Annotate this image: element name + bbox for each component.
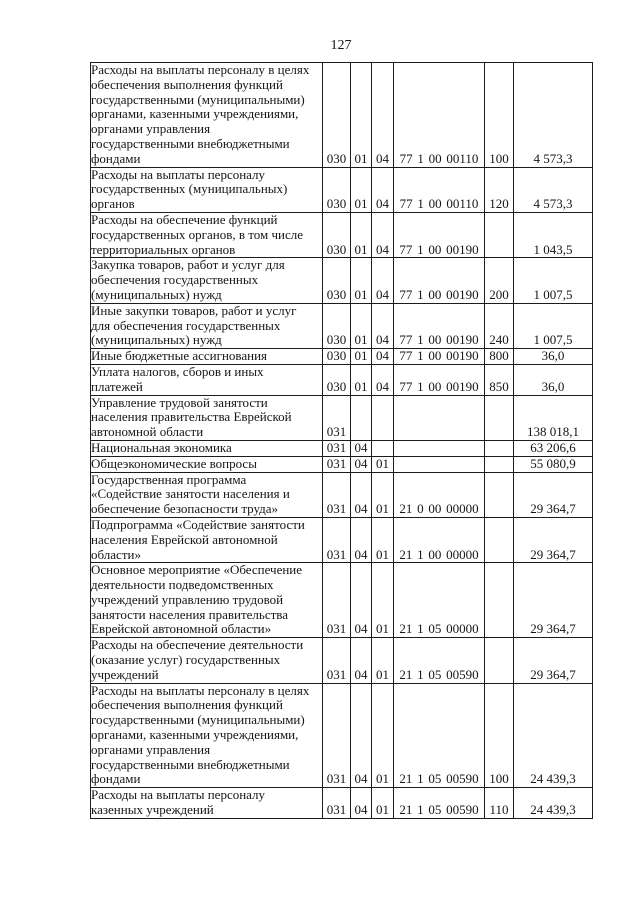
subsection-code: 01 (372, 638, 394, 683)
subsection-code: 04 (372, 167, 394, 212)
amount: 29 364,7 (514, 517, 593, 562)
section-code: 04 (351, 683, 372, 788)
target-article-code: 21 1 05 00000 (394, 563, 485, 638)
row-name: Иные закупки товаров, работ и услуг для обеспечения государственных (муниципальных) нужд (91, 303, 323, 348)
section-code: 01 (351, 303, 372, 348)
row-name: Общеэкономические вопросы (91, 456, 323, 472)
expense-type-code: 110 (485, 788, 514, 819)
section-code (351, 395, 372, 440)
row-name: Расходы на выплаты персоналу в целях обеспечения выполнения функций государственными (муниципальными) органами, казенными учреждениями, органами управления государственными внебюджетными фондами (91, 63, 323, 168)
table-row (91, 258, 593, 303)
ministry-code: 030 (323, 63, 351, 168)
target-article-code: 77 1 00 00190 (394, 258, 485, 303)
row-name: Подпрограмма «Содействие занятости населения Еврейской автономной области» (91, 517, 323, 562)
target-article-code: 21 0 00 00000 (394, 472, 485, 517)
table-row (91, 212, 593, 257)
ministry-code: 030 (323, 167, 351, 212)
expense-type-code (485, 456, 514, 472)
table-row (91, 563, 593, 638)
ministry-code: 030 (323, 364, 351, 395)
ministry-code: 030 (323, 349, 351, 365)
section-code: 04 (351, 456, 372, 472)
section-code: 01 (351, 212, 372, 257)
amount: 1 007,5 (514, 258, 593, 303)
expense-type-code (485, 638, 514, 683)
table-row (91, 167, 593, 212)
target-article-code: 21 1 00 00000 (394, 517, 485, 562)
expense-type-code: 240 (485, 303, 514, 348)
amount: 138 018,1 (514, 395, 593, 440)
target-article-code: 21 1 05 00590 (394, 638, 485, 683)
ministry-code: 031 (323, 472, 351, 517)
row-name: Расходы на обеспечение деятельности (оказание услуг) государственных учреждений (91, 638, 323, 683)
ministry-code: 031 (323, 440, 351, 456)
subsection-code: 01 (372, 788, 394, 819)
ministry-code: 031 (323, 683, 351, 788)
amount: 1 007,5 (514, 303, 593, 348)
table-row (91, 456, 593, 472)
section-code: 04 (351, 563, 372, 638)
table-row (91, 683, 593, 788)
ministry-code: 031 (323, 395, 351, 440)
section-code: 01 (351, 167, 372, 212)
amount: 29 364,7 (514, 472, 593, 517)
table-row (91, 349, 593, 365)
expense-type-code (485, 395, 514, 440)
expense-type-code: 850 (485, 364, 514, 395)
row-name: Уплата налогов, сборов и иных платежей (91, 364, 323, 395)
subsection-code: 04 (372, 258, 394, 303)
subsection-code (372, 440, 394, 456)
expense-type-code (485, 563, 514, 638)
amount: 1 043,5 (514, 212, 593, 257)
subsection-code: 01 (372, 472, 394, 517)
ministry-code: 031 (323, 788, 351, 819)
amount: 4 573,3 (514, 63, 593, 168)
subsection-code: 01 (372, 456, 394, 472)
amount: 36,0 (514, 349, 593, 365)
target-article-code: 77 1 00 00110 (394, 167, 485, 212)
row-name: Национальная экономика (91, 440, 323, 456)
expense-type-code (485, 440, 514, 456)
amount: 24 439,3 (514, 683, 593, 788)
row-name: Расходы на выплаты персоналу в целях обеспечения выполнения функций государственными (муниципальными) органами, казенными учреждениями, органами управления государственными внебюджетными фондами (91, 683, 323, 788)
subsection-code: 01 (372, 563, 394, 638)
expense-type-code: 800 (485, 349, 514, 365)
row-name: Основное мероприятие «Обеспечение деятельности подведомственных учреждений управлению трудовой занятости населения правительства Еврейской автономной области» (91, 563, 323, 638)
section-code: 04 (351, 788, 372, 819)
section-code: 04 (351, 440, 372, 456)
section-code: 01 (351, 63, 372, 168)
section-code: 04 (351, 638, 372, 683)
target-article-code: 77 1 00 00190 (394, 303, 485, 348)
target-article-code (394, 456, 485, 472)
amount: 55 080,9 (514, 456, 593, 472)
expense-type-code (485, 517, 514, 562)
row-name: Расходы на выплаты персоналу государственных (муниципальных) органов (91, 167, 323, 212)
table-row (91, 303, 593, 348)
expense-type-code: 120 (485, 167, 514, 212)
target-article-code: 21 1 05 00590 (394, 683, 485, 788)
table-row (91, 395, 593, 440)
subsection-code: 04 (372, 63, 394, 168)
row-name: Управление трудовой занятости населения правительства Еврейской автономной области (91, 395, 323, 440)
amount: 24 439,3 (514, 788, 593, 819)
amount: 29 364,7 (514, 563, 593, 638)
subsection-code: 01 (372, 517, 394, 562)
ministry-code: 030 (323, 303, 351, 348)
ministry-code: 031 (323, 638, 351, 683)
row-name: Расходы на обеспечение функций государственных органов, в том числе территориальных органов (91, 212, 323, 257)
row-name: Государственная программа «Содействие занятости населения и обеспечение безопасности труда» (91, 472, 323, 517)
table-row (91, 472, 593, 517)
target-article-code: 77 1 00 00190 (394, 364, 485, 395)
amount: 36,0 (514, 364, 593, 395)
ministry-code: 030 (323, 212, 351, 257)
subsection-code: 04 (372, 364, 394, 395)
target-article-code: 77 1 00 00190 (394, 349, 485, 365)
subsection-code: 04 (372, 349, 394, 365)
section-code: 04 (351, 472, 372, 517)
page-number: 127 (330, 38, 352, 53)
budget-table (90, 62, 593, 819)
section-code: 04 (351, 517, 372, 562)
expense-type-code: 100 (485, 683, 514, 788)
target-article-code: 21 1 05 00590 (394, 788, 485, 819)
row-name: Расходы на выплаты персоналу казенных учреждений (91, 788, 323, 819)
section-code: 01 (351, 349, 372, 365)
table-row (91, 440, 593, 456)
target-article-code: 77 1 00 00110 (394, 63, 485, 168)
amount: 29 364,7 (514, 638, 593, 683)
ministry-code: 031 (323, 517, 351, 562)
table-row (91, 788, 593, 819)
table-row (91, 638, 593, 683)
ministry-code: 031 (323, 563, 351, 638)
table-row (91, 63, 593, 168)
subsection-code (372, 395, 394, 440)
ministry-code: 031 (323, 456, 351, 472)
amount: 4 573,3 (514, 167, 593, 212)
row-name: Иные бюджетные ассигнования (91, 349, 323, 365)
section-code: 01 (351, 258, 372, 303)
amount: 63 206,6 (514, 440, 593, 456)
table-row (91, 517, 593, 562)
subsection-code: 04 (372, 212, 394, 257)
target-article-code (394, 395, 485, 440)
expense-type-code: 100 (485, 63, 514, 168)
target-article-code: 77 1 00 00190 (394, 212, 485, 257)
row-name: Закупка товаров, работ и услуг для обеспечения государственных (муниципальных) нужд (91, 258, 323, 303)
table-row (91, 364, 593, 395)
ministry-code: 030 (323, 258, 351, 303)
target-article-code (394, 440, 485, 456)
subsection-code: 04 (372, 303, 394, 348)
subsection-code: 01 (372, 683, 394, 788)
section-code: 01 (351, 364, 372, 395)
expense-type-code (485, 212, 514, 257)
expense-type-code (485, 472, 514, 517)
expense-type-code: 200 (485, 258, 514, 303)
